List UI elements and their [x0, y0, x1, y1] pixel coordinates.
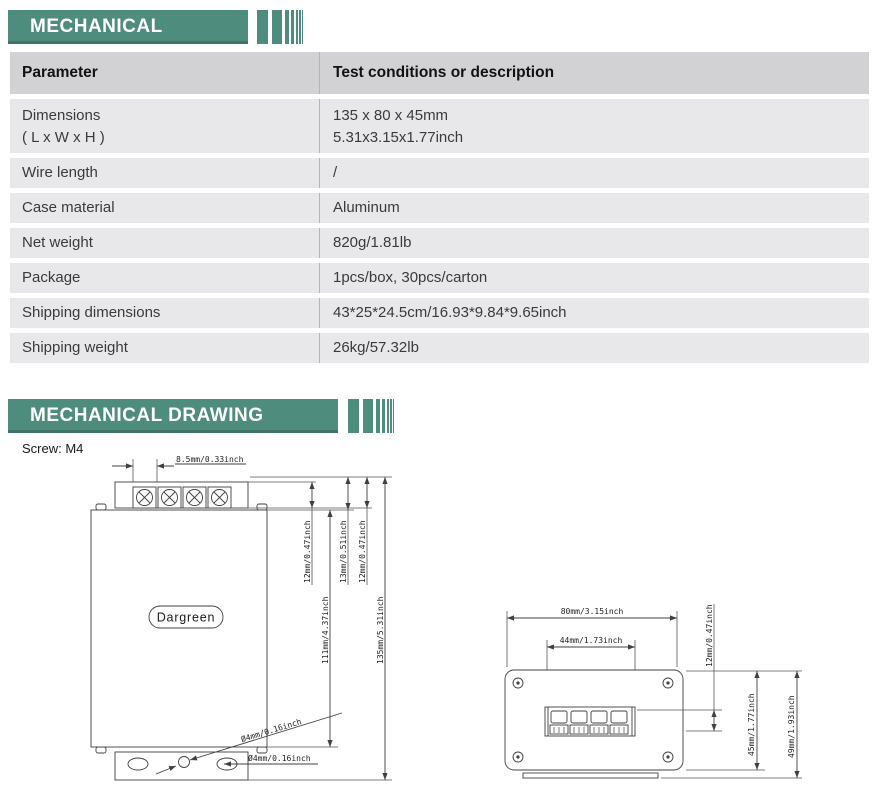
table-row-dimensions [10, 99, 869, 153]
table-row-package [10, 263, 869, 293]
decoration-bar [272, 10, 282, 44]
section-header-mechanical [8, 10, 248, 44]
dim-label-top-section2: 12mm/0.47inch [358, 520, 367, 583]
decoration-bar [363, 399, 373, 433]
mechanical-spec-table [10, 52, 869, 368]
dim-label-screw-pitch: 8.5mm/0.33inch [176, 455, 244, 464]
param-text: Dimensions [22, 107, 101, 124]
device-body-front [91, 504, 267, 753]
table-header-row [10, 52, 869, 94]
dim-label-terminal-height-top: 12mm/0.47inch [705, 604, 714, 667]
param-cell: Wire length [10, 158, 320, 188]
decoration-bar [387, 399, 389, 433]
dim-label-terminal-width: 44mm/1.73inch [559, 636, 623, 645]
value-cell: / [333, 164, 338, 181]
dimension-total-height [376, 477, 385, 780]
value-text: 135 x 80 x 45mm [333, 107, 449, 124]
section-title: MECHANICAL DRAWING [30, 405, 264, 426]
dim-label-total-height: 135mm/5.31inch [376, 596, 385, 664]
decoration-bar [348, 399, 359, 433]
decoration-bar [257, 10, 268, 44]
decoration-bar [382, 399, 385, 433]
side-tab [96, 504, 106, 510]
param-cell: Case material [10, 193, 320, 223]
barcode-decoration-icon [348, 399, 394, 433]
value-cell: 43*25*24.5cm/16.93*9.84*9.65inch [333, 304, 567, 321]
param-text-line2: ( L x W x H ) [22, 129, 105, 146]
value-cell [320, 99, 869, 153]
dim-label-hole-lower: Ø4mm/0.16inch [248, 754, 311, 763]
param-cell: Shipping dimensions [10, 298, 320, 328]
side-tab [257, 504, 267, 510]
decoration-bar [296, 10, 298, 44]
value-cell: 1pcs/box, 30pcs/carton [333, 269, 488, 286]
top-view-drawing [505, 604, 802, 778]
body-outline [91, 510, 267, 747]
table-row-wire-length [10, 158, 869, 188]
dim-label-terminal-height: 12mm/0.47inch [303, 520, 312, 583]
value-cell: 820g/1.81lb [333, 234, 412, 251]
param-cell: Package [10, 263, 320, 293]
brand-label: Dargreen [156, 610, 216, 625]
dim-label-total-depth: 49mm/1.93inch [787, 695, 796, 758]
side-tab [257, 747, 267, 753]
value-cell: 26kg/57.32lb [333, 339, 419, 356]
decoration-bar [285, 10, 289, 44]
decoration-bar [302, 10, 303, 44]
param-cell: Net weight [10, 228, 320, 258]
bottom-rail [523, 773, 658, 778]
dim-label-body-height: 111mm/4.37inch [321, 596, 330, 664]
decoration-bar [393, 399, 394, 433]
decoration-bar [390, 399, 392, 433]
terminal-strip [115, 482, 248, 508]
param-cell [10, 99, 320, 153]
column-header-parameter: Parameter [10, 52, 320, 94]
dim-label-hole-upper: Ø4mm/0.16inch [240, 717, 303, 745]
table-row-net-weight [10, 228, 869, 258]
dimension-terminal-height [303, 482, 312, 585]
dim-label-width: 80mm/3.15inch [560, 607, 624, 616]
value-cell: Aluminum [333, 199, 400, 216]
mounting-flange [115, 752, 248, 780]
front-view-drawing [91, 455, 392, 780]
dimension-top-section [339, 477, 348, 585]
section-header-mechanical-drawing [8, 399, 338, 433]
dimension-top-section2 [358, 477, 367, 585]
section-title: MECHANICAL [30, 16, 163, 37]
table-row-shipping-weight [10, 333, 869, 363]
decoration-bar [299, 10, 301, 44]
table-row-shipping-dimensions [10, 298, 869, 328]
decoration-bar [376, 399, 380, 433]
table-row-case-material [10, 193, 869, 223]
barcode-decoration-icon [257, 10, 303, 44]
screw-spec-note: Screw: M4 [22, 441, 84, 456]
side-tab [96, 747, 106, 753]
value-text-line2: 5.31x3.15x1.77inch [333, 129, 464, 146]
decoration-bar [291, 10, 294, 44]
dimension-depth [686, 671, 802, 770]
mechanical-drawing-canvas [0, 440, 883, 794]
param-cell: Shipping weight [10, 333, 320, 363]
device-body-top [505, 670, 683, 770]
dim-label-top-section: 13mm/0.51inch [339, 520, 348, 583]
column-header-description: Test conditions or description [333, 64, 555, 81]
body-outline [505, 670, 683, 770]
dimension-body-height [321, 510, 330, 747]
dim-label-depth: 45mm/1.77inch [747, 693, 756, 756]
